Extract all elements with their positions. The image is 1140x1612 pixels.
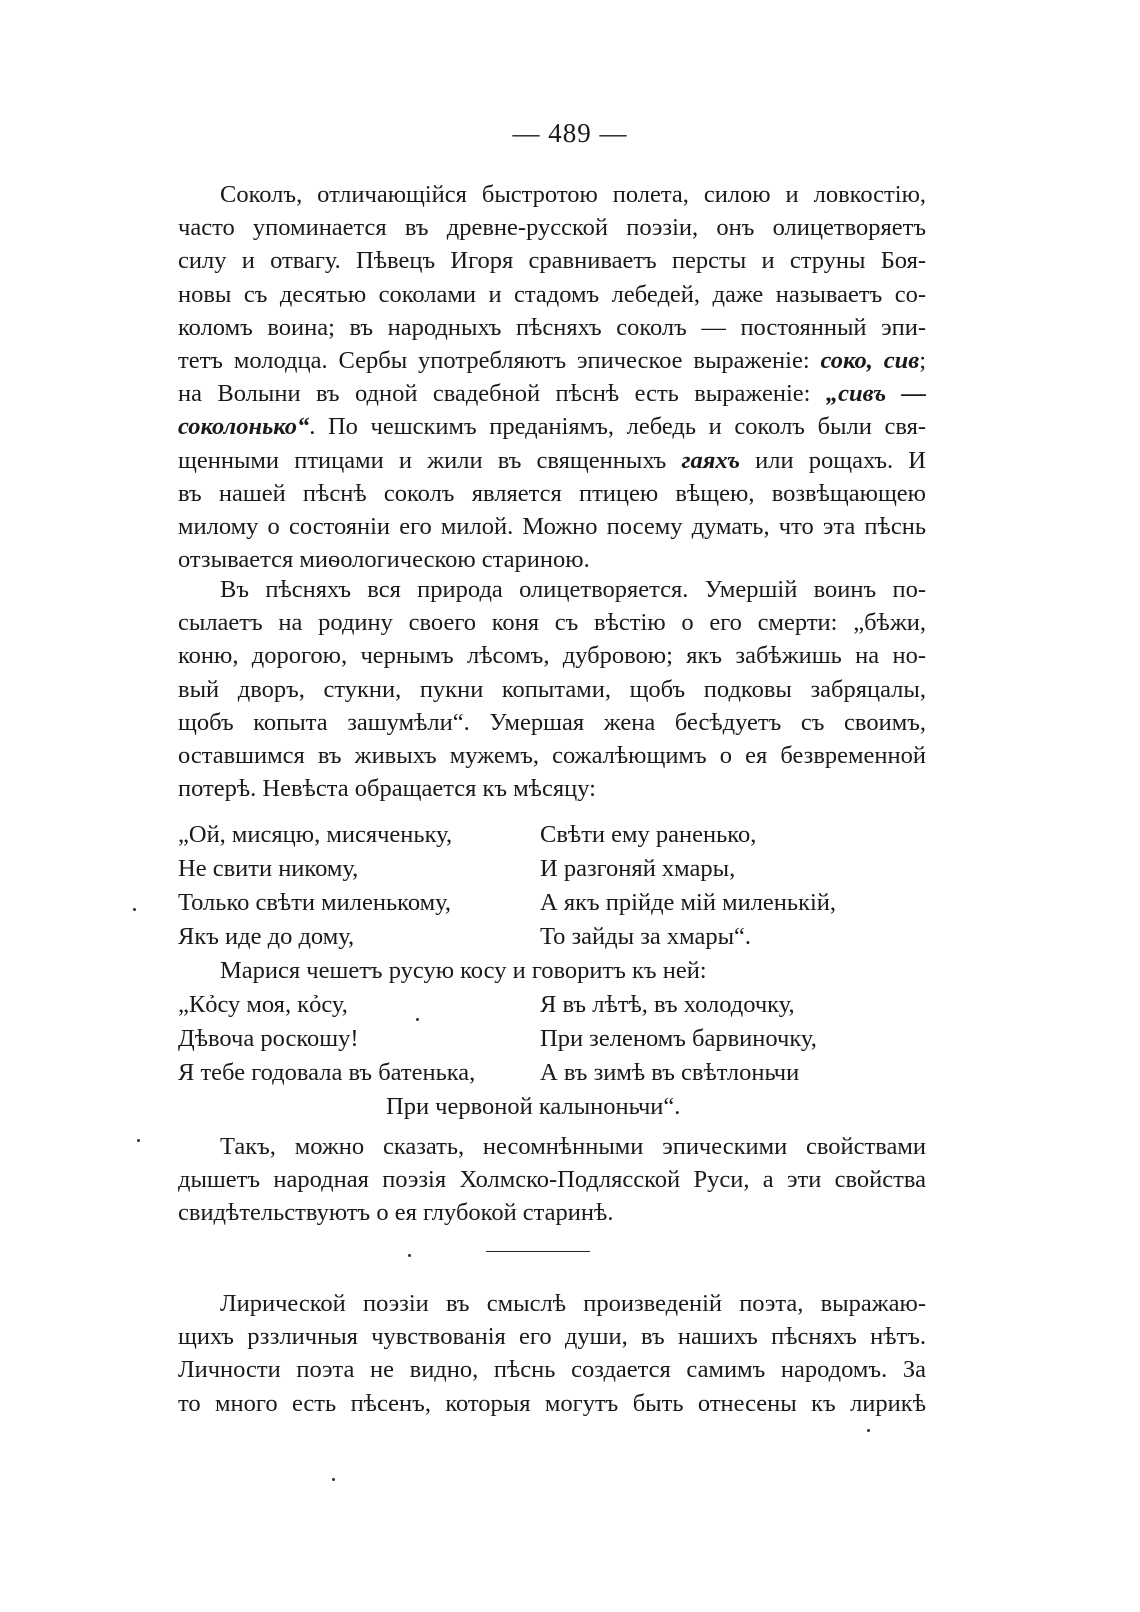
verse-intro: Марися чешетъ русую косу и говоритъ къ ней:: [220, 957, 707, 984]
verse-closing: При червоной калыноньчи“.: [386, 1093, 681, 1120]
verse-right: А въ зимѣ въ свѣтлоньчи: [540, 1059, 800, 1086]
verse-right: При зеленомъ барвиночку,: [540, 1025, 817, 1052]
text-line: въ нашей пѣснѣ соколъ является птицею вѣщею, возвѣщающею: [178, 479, 926, 507]
italic-phrase: соко, сив: [820, 347, 920, 375]
text-line-composite: [178, 377, 926, 410]
text-line: милому о состояніи его милой. Можно посему думать, что эта пѣснь: [178, 513, 926, 541]
verse-row: [178, 920, 938, 954]
scan-speck: [408, 1254, 411, 1257]
text-line: то много есть пѣсенъ, которыя могутъ быть отнесены къ лирикѣ: [178, 1389, 926, 1417]
paragraph-nature: [178, 573, 926, 805]
scan-speck: [332, 1478, 335, 1481]
paragraph-falcon: [178, 178, 926, 576]
verse-row: [178, 1022, 938, 1056]
verse-row: [178, 1056, 938, 1090]
verse-intro-row: [178, 954, 938, 988]
text-line: Лирической поэзіи въ смыслѣ произведеній поэта, выражаю-: [220, 1290, 926, 1317]
verse-row: [178, 886, 938, 920]
page-number: — 489 —: [512, 118, 628, 148]
paragraph-lyric: [178, 1287, 926, 1420]
scan-speck: [137, 1139, 140, 1142]
text-line: коню, дорогою, чернымъ лѣсомъ, дубровою; якъ забѣжишь на но-: [178, 642, 926, 670]
text-fragment: щенными птицами и жили въ священныхъ: [178, 446, 667, 474]
text-line: потерѣ. Невѣста обращается къ мѣсяцу:: [178, 775, 596, 803]
text-fragment: на Волыни въ одной свадебной пѣснѣ есть выраженіе:: [178, 380, 811, 408]
text-line: силу и отвагу. Пѣвецъ Игоря сравниваетъ персты и струны Боя-: [178, 247, 926, 275]
verse-moon: [178, 818, 938, 954]
text-fragment: или рощахъ. И: [755, 446, 926, 474]
verse-row: [178, 818, 938, 852]
text-line: щобъ копыта зашумѣли“. Умершая жена бесѣдуетъ съ своимъ,: [178, 708, 926, 736]
text-line: сылаетъ на родину своего коня съ вѣстію о его смерти: „бѣжи,: [178, 609, 926, 637]
scan-speck: [416, 1018, 419, 1021]
verse-left: Якъ иде до дому,: [178, 923, 355, 950]
italic-phrase: соколонько“: [178, 413, 310, 441]
text-line: коломъ воина; въ народныхъ пѣсняхъ соколъ — постоянный эпи-: [178, 313, 926, 341]
section-divider: [486, 1251, 590, 1252]
verse-right: И разгоняй хмары,: [540, 855, 736, 882]
text-fragment: тетъ молодца. Сербы употребляютъ эпическое выраженіе:: [178, 347, 810, 375]
verse-row: [178, 988, 938, 1022]
verse-left: Только свѣти миленькому,: [178, 889, 452, 916]
scan-speck: [133, 908, 136, 911]
verse-left: „Ой, мисяцю, мисяченьку,: [178, 821, 453, 848]
text-line: Соколъ, отличающійся быстротою полета, силою и ловкостію,: [220, 181, 926, 208]
text-line: Такъ, можно сказать, несомнѣнными эпическими свойствами: [220, 1133, 926, 1160]
text-line: Личности поэта не видно, пѣснь создается самимъ народомъ. За: [178, 1356, 926, 1384]
verse-right: То зайды за хмары“.: [540, 923, 752, 950]
verse-left: Я тебе годовала въ батенька,: [178, 1059, 476, 1086]
punctuation: ;: [919, 347, 927, 375]
text-line-composite: [178, 444, 926, 477]
text-line: отзывается миѳологическою стариною.: [178, 546, 590, 574]
verse-right: Свѣти ему раненько,: [540, 821, 757, 848]
text-line-composite: [178, 410, 926, 443]
text-line: новы съ десятью соколами и стадомъ лебедей, даже называетъ со-: [178, 280, 926, 308]
verse-row: [178, 852, 938, 886]
text-line: часто упоминается въ древне-русской поэзіи, онъ олицетворяетъ: [178, 214, 926, 242]
text-line: щихъ рззличныя чувствованія его души, въ нашихъ пѣсняхъ нѣтъ.: [178, 1323, 926, 1351]
italic-phrase: гаяхъ: [681, 446, 740, 474]
text-line-composite: [178, 344, 926, 377]
italic-phrase: „сивъ —: [825, 380, 927, 408]
text-line: свидѣтельствуютъ о ея глубокой старинѣ.: [178, 1199, 614, 1227]
text-line: оставшимся въ живыхъ мужемъ, сожалѣющимъ о ея безвременной: [178, 742, 926, 770]
verse-closing-row: [178, 1090, 938, 1124]
scan-speck: [867, 1429, 870, 1432]
verse-left: Не свити никому,: [178, 855, 359, 882]
paragraph-conclusion: [178, 1130, 926, 1230]
verse-left: Дѣвоча роскошу!: [178, 1025, 359, 1052]
text-line: дышетъ народная поэзія Холмско-Подлясской Руси, а эти свойства: [178, 1166, 926, 1194]
verse-right: А якъ прійде мій миленькій,: [540, 889, 837, 916]
text-line: вый дворъ, стукни, пукни копытами, щобъ подковы забряцалы,: [178, 675, 926, 703]
verse-braid: [178, 954, 938, 1124]
text-line: Въ пѣсняхъ вся природа олицетворяется. Умершій воинъ по-: [220, 576, 926, 603]
verse-left: „Кỏсу моя, кỏсу,: [178, 991, 348, 1018]
verse-right: Я въ лѣтѣ, въ холодочку,: [540, 991, 795, 1018]
text-fragment: . По чешскимъ преданіямъ, лебедь и соколъ были свя-: [309, 413, 926, 441]
